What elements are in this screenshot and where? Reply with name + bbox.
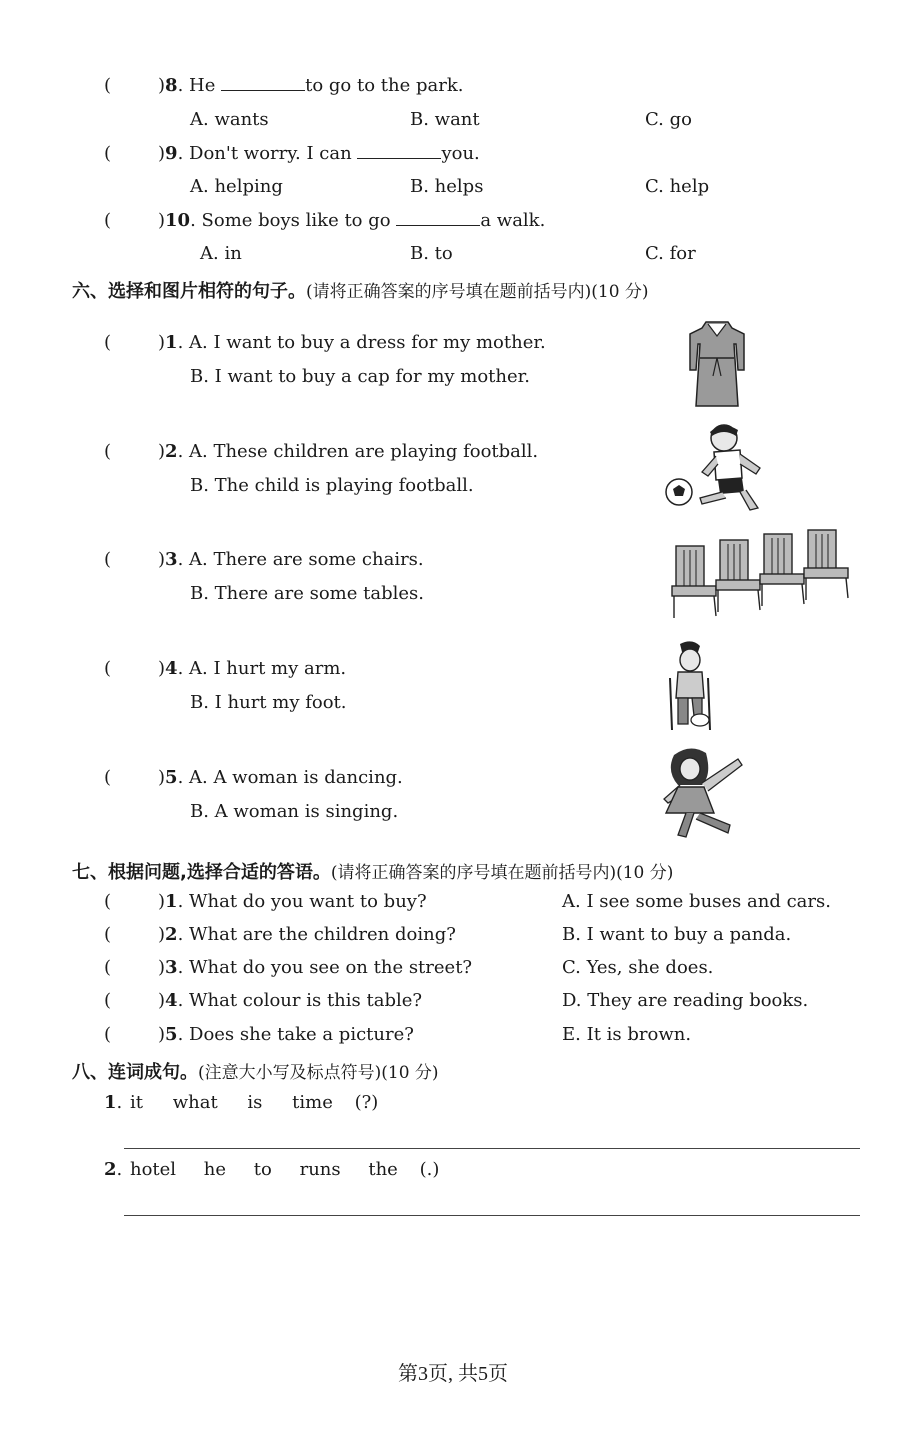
fill-blank[interactable] (221, 76, 305, 91)
scrambled-word: to (253, 1159, 272, 1180)
scrambled-word: it (129, 1092, 143, 1113)
option-a[interactable]: A. helping (190, 176, 283, 197)
punctuation-hint: (.) (419, 1159, 440, 1180)
option-c[interactable]: C. for (645, 243, 696, 264)
option-a: A. These children are playing football. (189, 441, 539, 462)
answer-choice: B. I want to buy a panda. (562, 924, 792, 945)
section-7-heading: 七、根据问题,选择合适的答语。(请将正确答案的序号填在题前括号内)(10 分) (72, 862, 674, 883)
scrambled-word: hotel (129, 1159, 177, 1180)
worksheet-page: ( )8. He to go to the park. A. wants B. want C. go ( )9. Don't worry. I can you. A. helping B. helps C. help ( )10. Some boys like to go a walk. A. in B. to C. for 六、选择和图片相符的句子。(请将正确答案的序号填在题前括号内)(10 分) ( )1. A. I want to buy a dress for my mother. B. I want to buy a cap for my mother. ( )2. A. These children are playing football. B. The child is playing football. ( )3. A. There are some chairs. B. There are some tables. ( )4. A. I hurt my arm. B. I hurt my foot. ( )5. A. A woman is dancing. B. A woman is singing. 七、根据问题,选择合适的答语。(请将正确答案的序号填在题前括号内)(10 分) ( )1. What do you want to buy? A. I see some buses and cars. ( )2. What are the children doing? B. I want to buy a panda. ( )3. What do you see on the street? C. Yes, she does. ( )4. What colour is this table? D. They are reading books. ( )5. Does she take a picture? E. It is brown. 八、连词成句。(注意大小写及标点符号)(10 分) 1. it what is time (?) 2. hotel he to runs the (.) 第3页, 共5页 (0, 0, 913, 1431)
answer-choice: A. I see some buses and cars. (562, 891, 831, 912)
answer-choice: E. It is brown. (562, 1024, 692, 1045)
dancing-girl-icon (656, 745, 750, 843)
fill-blank[interactable] (357, 144, 441, 159)
option-c[interactable]: C. help (645, 176, 710, 197)
question-text: Does she take a picture? (189, 1024, 414, 1045)
s8-item-1: 1. it what is time (?) (104, 1092, 379, 1113)
question-text: What do you see on the street? (189, 957, 473, 978)
scrambled-word: runs (299, 1159, 341, 1180)
option-b[interactable]: B. want (410, 109, 480, 130)
answer-bracket[interactable]: ( (104, 549, 112, 570)
answer-bracket[interactable]: ( (104, 75, 112, 96)
punctuation-hint: (?) (354, 1092, 379, 1113)
chairs-icon (670, 528, 854, 620)
answer-line[interactable] (124, 1215, 860, 1216)
option-a: A. I hurt my arm. (189, 658, 347, 679)
answer-bracket[interactable]: ( (104, 957, 112, 978)
option-c[interactable]: C. go (645, 109, 692, 130)
section-6-heading: 六、选择和图片相符的句子。(请将正确答案的序号填在题前括号内)(10 分) (72, 281, 649, 302)
question-text: What are the children doing? (189, 924, 456, 945)
option-b: B. I want to buy a cap for my mother. (190, 366, 531, 387)
answer-bracket[interactable]: ( (104, 210, 112, 231)
scrambled-word: time (292, 1092, 333, 1113)
option-a[interactable]: A. wants (190, 109, 269, 130)
option-a: A. I want to buy a dress for my mother. (189, 332, 546, 353)
option-b: B. The child is playing football. (190, 475, 474, 496)
question-text: What do you want to buy? (189, 891, 427, 912)
answer-bracket[interactable]: ( (104, 658, 112, 679)
scrambled-word: the (368, 1159, 398, 1180)
answer-bracket[interactable]: ( (104, 143, 112, 164)
answer-bracket[interactable]: ( (104, 1024, 112, 1045)
scrambled-word: what (172, 1092, 218, 1113)
scrambled-word: is (247, 1092, 263, 1113)
section-8-heading: 八、连词成句。(注意大小写及标点符号)(10 分) (72, 1062, 439, 1083)
answer-bracket[interactable]: ( (104, 891, 112, 912)
question-text: )9. Don't worry. I can you. (158, 143, 480, 164)
option-b[interactable]: B. to (410, 243, 453, 264)
answer-bracket[interactable]: ( (104, 990, 112, 1011)
answer-bracket[interactable]: ( (104, 924, 112, 945)
s8-item-2: 2. hotel he to runs the (.) (104, 1159, 440, 1180)
scrambled-word: he (203, 1159, 227, 1180)
football-boy-icon (662, 420, 770, 518)
hurt-foot-icon (664, 640, 718, 732)
question-text: )10. Some boys like to go a walk. (158, 210, 546, 231)
question-text: What colour is this table? (189, 990, 423, 1011)
answer-choice: C. Yes, she does. (562, 957, 714, 978)
option-b[interactable]: B. helps (410, 176, 484, 197)
option-a: A. A woman is dancing. (189, 767, 403, 788)
fill-blank[interactable] (396, 211, 480, 226)
option-a[interactable]: A. in (200, 243, 242, 264)
question-text: )8. He to go to the park. (158, 75, 464, 96)
page-number: 第3页, 共5页 (398, 1363, 508, 1385)
answer-bracket[interactable]: ( (104, 332, 112, 353)
option-b: B. A woman is singing. (190, 801, 399, 822)
dress-icon (688, 318, 746, 410)
option-b: B. I hurt my foot. (190, 692, 347, 713)
answer-bracket[interactable]: ( (104, 767, 112, 788)
answer-bracket[interactable]: ( (104, 441, 112, 462)
answer-choice: D. They are reading books. (562, 990, 809, 1011)
option-b: B. There are some tables. (190, 583, 424, 604)
answer-line[interactable] (124, 1148, 860, 1149)
option-a: A. There are some chairs. (189, 549, 424, 570)
